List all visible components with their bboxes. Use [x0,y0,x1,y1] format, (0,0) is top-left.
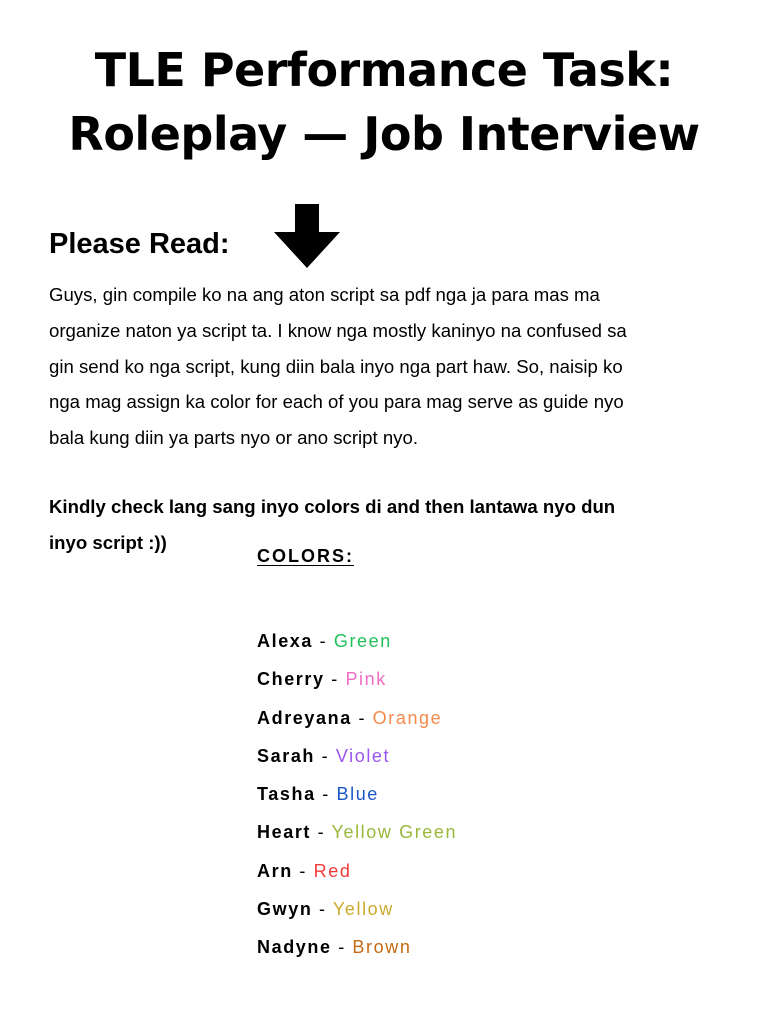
color-name: Blue [336,784,379,805]
intro-line: gin send ko nga script, kung diin bala inyo nga part haw. So, naisip ko [49,355,623,377]
instruction-line: Kindly check lang sang inyo colors di and then lantawa nyo dun [49,496,616,517]
separator: - [292,860,314,881]
intro-paragraph [49,277,729,456]
person-name: Arn [257,860,293,881]
color-name: Yellow Green [331,822,458,843]
color-assignment [257,775,457,813]
separator: - [311,822,332,843]
person-name: Sarah [257,745,316,766]
separator: - [315,745,336,766]
intro-line: Guys, gin compile ko na ang aton script sa pdf nga ja para mas ma [49,284,600,305]
colors-heading: COLORS: [257,546,354,566]
color-assignment [257,852,457,890]
person-name: Alexa [257,631,314,651]
color-assignment [257,699,457,737]
color-assignment [257,737,457,775]
person-name: Heart [257,822,312,843]
color-name: Red [313,860,352,881]
color-assignment [257,928,457,966]
separator: - [324,669,346,690]
person-name: Nadyne [257,937,332,958]
separator: - [313,631,334,651]
person-name: Tasha [257,784,316,805]
color-name: Violet [335,745,391,766]
color-name: Orange [372,707,443,728]
person-name: Adreyana [257,707,352,728]
color-name: Yellow [332,899,394,920]
title-line-2: Roleplay — Job Interview [68,107,700,161]
color-assignment [257,890,457,928]
instruction-line: inyo script :)) [49,531,167,553]
separator: - [331,937,353,958]
color-name: Green [333,631,392,651]
separator: - [315,784,337,805]
separator: - [312,899,333,920]
color-assignment-list [257,622,457,967]
intro-line: bala kung diin ya parts nyo or ano script nyo. [49,427,418,449]
color-assignment [257,813,457,851]
person-name: Gwyn [257,899,313,920]
document-title [0,38,768,166]
arrow-down-icon [272,204,342,270]
title-line-1: TLE Performance Task: [94,43,674,97]
separator: - [351,707,373,728]
please-read-heading: Please Read: [49,228,230,260]
color-assignment [257,622,457,660]
intro-line: nga mag assign ka color for each of you para mag serve as guide nyo [49,391,624,413]
intro-line: organize naton ya script ta. I know nga mostly kaninyo na confused sa [49,319,627,341]
color-name: Pink [345,669,387,690]
color-name: Brown [352,937,412,958]
instruction-paragraph [49,489,729,561]
color-assignment [257,660,457,698]
person-name: Cherry [257,669,325,690]
